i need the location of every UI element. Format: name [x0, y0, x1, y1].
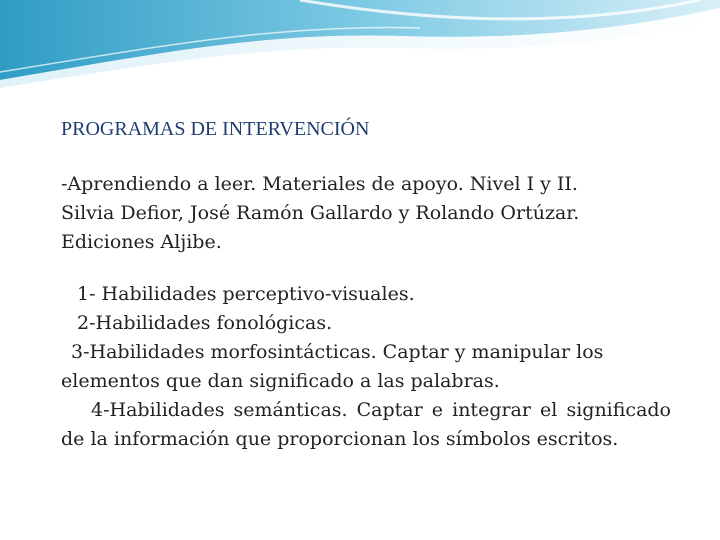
slide-heading: PROGRAMAS DE INTERVENCIÓN	[61, 118, 370, 140]
wave-header-decoration	[0, 0, 720, 90]
book-reference	[61, 170, 671, 257]
list-item: 2-Habilidades fonológicas.	[77, 312, 333, 334]
skills-list	[61, 280, 671, 454]
slide-content	[61, 116, 671, 454]
list-item: 4-Habilidades semánticas. Captar e integrar el significado de la información que proporcionan los símbolos escritos.	[61, 399, 671, 450]
list-item: 3-Habilidades morfosintácticas. Captar y manipular los elementos que dan significado a las palabras.	[61, 341, 604, 392]
reference-line-2: Silvia Defior, José Ramón Gallardo y Rolando Ortúzar.	[61, 202, 580, 224]
reference-line-3: Ediciones Aljibe.	[61, 231, 222, 253]
reference-line-1: -Aprendiendo a leer. Materiales de apoyo. Nivel I y II.	[61, 173, 578, 195]
list-item: 1- Habilidades perceptivo-visuales.	[77, 283, 415, 305]
